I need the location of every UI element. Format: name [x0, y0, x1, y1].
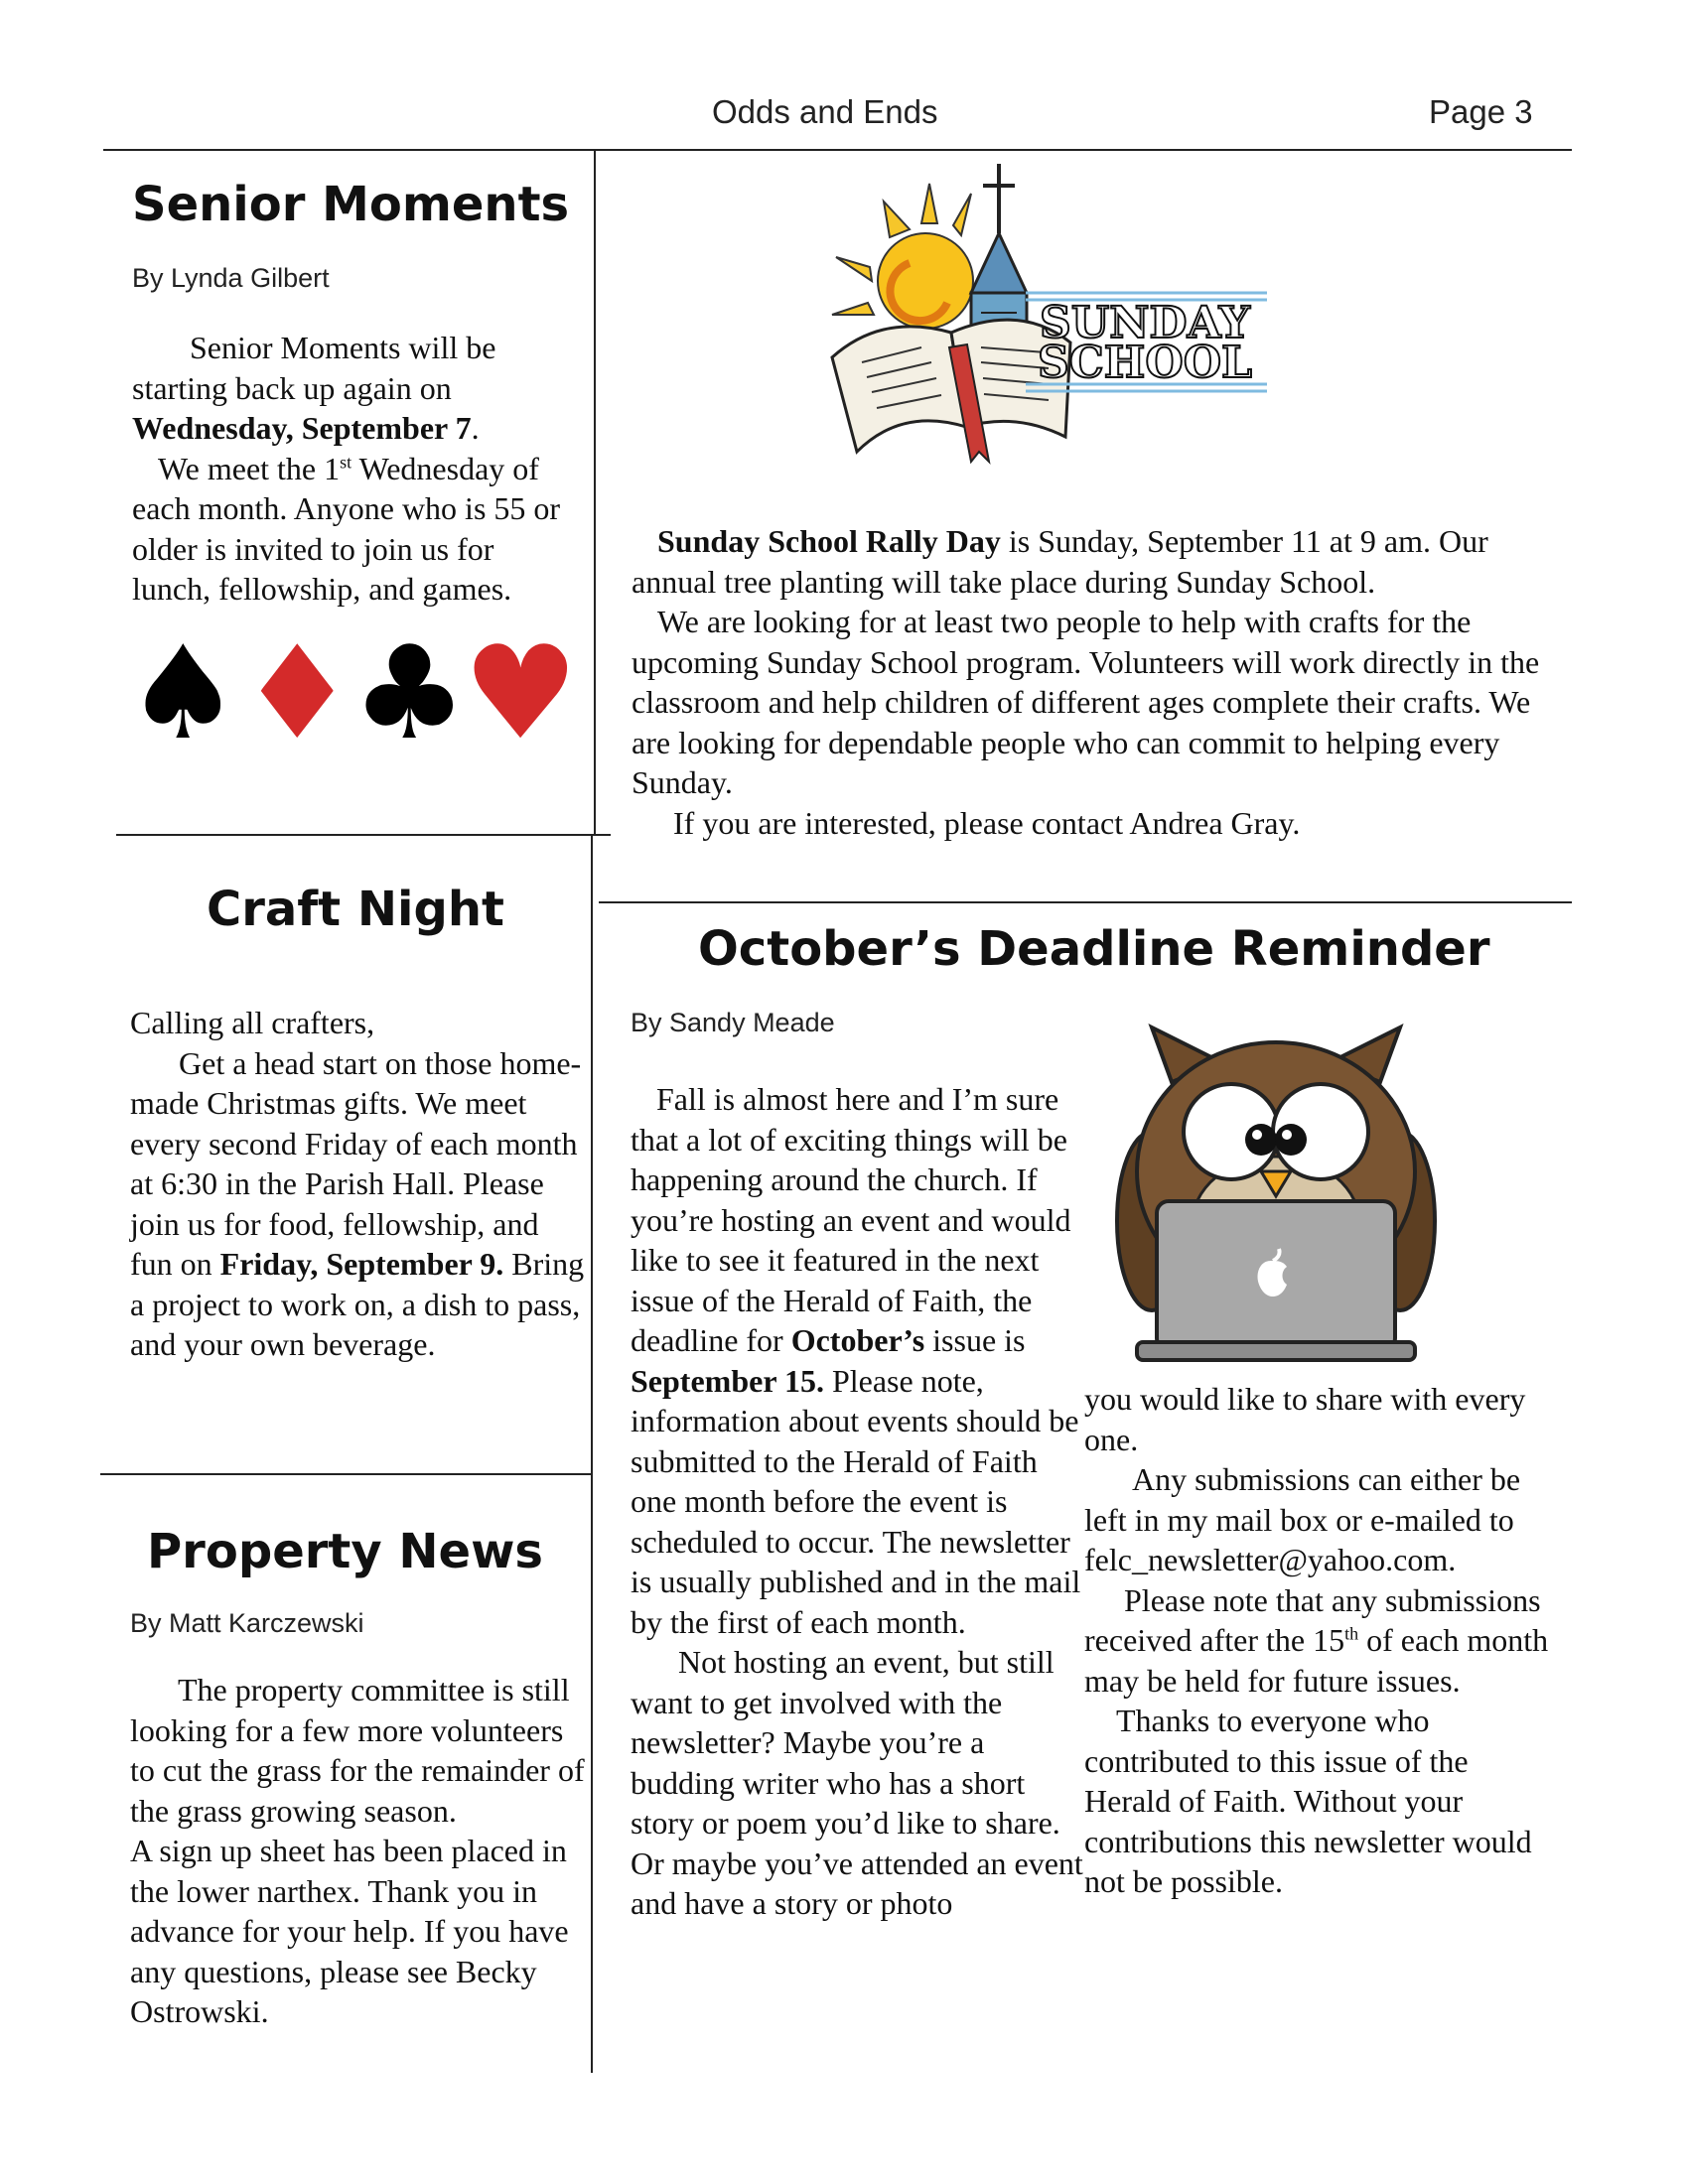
craft-night-title: Craft Night: [207, 882, 504, 937]
deadline-byline: By Sandy Meade: [631, 1008, 835, 1037]
owl-icon: [1112, 1023, 1440, 1365]
deadline-title: October’s Deadline Reminder: [698, 921, 1490, 977]
heart-icon: ♥: [463, 617, 579, 768]
sunday-school-logo: [822, 164, 1269, 472]
senior-moments-byline: By Lynda Gilbert: [132, 263, 330, 293]
column-divider-upper: [594, 151, 596, 836]
page-number: Page 3: [1429, 93, 1533, 130]
section-title: Odds and Ends: [712, 93, 938, 130]
senior-moments-title: Senior Moments: [132, 177, 570, 232]
diamond-icon: ♦: [239, 617, 355, 768]
property-news-title: Property News: [147, 1524, 543, 1579]
deadline-column-1: Fall is almost here and I’m sure that a lot of exciting things will be happening around the church. If you’re hosting an event and would like to see it featured in the next issue of the Herald of Faith, the deadline for October’s issue is September 15. Please note, information about events should be submitted to the Herald of Faith one month before the event is scheduled to occur. The newsletter is usually published and in the mail by the first of each month. Not hosting an event, but still want to get involved with the newsletter? Maybe you’re a budding writer who has a short story or poem you’d like to share. Or maybe you’ve attended an event and have a story or photo: [631, 1081, 1083, 1921]
logo-word-school: SCHOOL: [1038, 338, 1252, 388]
club-icon: ♣: [352, 617, 468, 768]
owl-laptop-illustration: [1112, 1023, 1440, 1365]
craft-night-rule: [100, 1473, 592, 1475]
senior-moments-rule: [116, 834, 611, 836]
senior-moments-body: Senior Moments will be starting back up again on Wednesday, September 7. We meet the 1st Wednesday of each month. Anyone who is 55 or older is invited to join us for lunch, fellowship, and games.: [132, 330, 561, 607]
sunday-school-body: Sunday School Rally Day is Sunday, September 11 at 9 am. Our annual tree planting will take place during Sunday School. We are looking for at least two people to help with crafts for the upcoming Sunday School program. Volunteers will work directly in the classroom and help children of different ages complete their crafts. We are looking for dependable people who can commit to helping every Sunday. If you are interested, please contact Andrea Gray.: [632, 523, 1540, 841]
deadline-column-2: you would like to share with every one. Any submissions can either be left in my mail box or e-mailed to felc_newsletter@yahoo.com. Please note that any submissions received after the 15th of each month may be held for future issues. Thanks to everyone who contributed to this issue of the Herald of Faith. Without your contributions this newsletter would not be possible.: [1084, 1381, 1549, 1899]
header-rule: [103, 149, 1572, 151]
property-news-byline: By Matt Karczewski: [130, 1608, 364, 1638]
sunday-school-illustration: [822, 164, 1269, 472]
card-suits: [125, 617, 579, 768]
sunday-school-rule: [599, 901, 1572, 903]
column-divider-lower: [591, 834, 593, 2073]
spade-icon: ♠: [125, 617, 241, 768]
logo-word-sunday: SUNDAY: [1040, 298, 1250, 348]
craft-night-body: Calling all crafters, Get a head start on those home-made Christmas gifts. We meet every second Friday of each month at 6:30 in the Parish Hall. Please join us for food, fellowship, and fun on Friday, September 9. Bring a project to work on, a dish to pass, and your own beverage.: [130, 1005, 585, 1362]
property-news-body: The property committee is still looking for a few more volunteers to cut the grass for the remainder of the grass growing season. A sign up sheet has been placed in the lower narthex. Thank you in advance for your help. If you have any questions, please see Becky Ostrowski.: [130, 1672, 585, 2029]
